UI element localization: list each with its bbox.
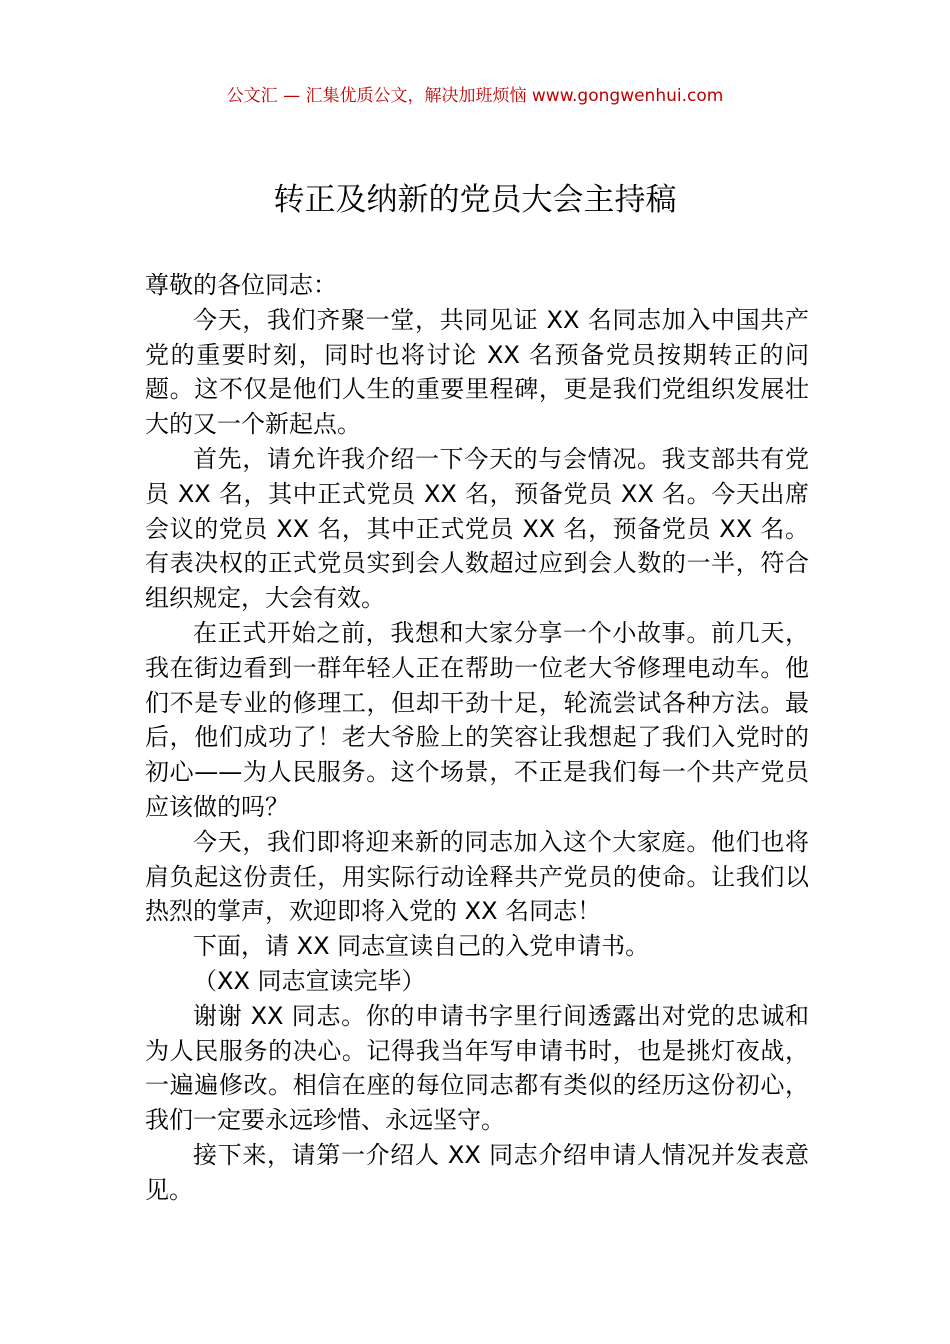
paragraph-6: （XX 同志宣读完毕） [193,966,426,995]
paragraph-2: 首先，请允许我介绍一下今天的与会情况。我支部共有党员 XX 名，其中正式党员 XX 名，预备党员 XX 名。今天出席会议的党员 XX 名，其中正式党员 XX 名，预备党员 XX 名。有表决权的正式党员实到会人数超过应到会人数的一半，符合组织规定，大会有效。 [145,444,809,613]
document-body [145,268,809,1208]
salutation: 尊敬的各位同志： [145,271,337,299]
paragraph-5: 下面，请 XX 同志宣读自己的入党申请书。 [193,932,650,961]
document-title: 转正及纳新的党员大会主持稿 [273,182,677,218]
paragraph-4: 今天，我们即将迎来新的同志加入这个大家庭。他们也将肩负起这份责任，用实际行动诠释共产党员的使命。让我们以热烈的掌声，欢迎即将入党的 XX 名同志！ [145,827,809,926]
header-banner: 公文汇 — 汇集优质公文，解决加班烦恼 www.gongwenhui.com [226,86,724,106]
paragraph-8: 接下来，请第一介绍人 XX 同志介绍申请人情况并发表意见。 [145,1140,809,1204]
paragraph-3: 在正式开始之前，我想和大家分享一个小故事。前几天，我在街边看到一群年轻人正在帮助一位老大爷修理电动车。他们不是专业的修理工，但却干劲十足，轮流尝试各种方法。最后，他们成功了！老大爷脸上的笑容让我想起了我们入党时的初心——为人民服务。这个场景，不正是我们每一个共产党员应该做的吗？ [145,618,809,821]
paragraph-1: 今天，我们齐聚一堂，共同见证 XX 名同志加入中国共产党的重要时刻，同时也将讨论 XX 名预备党员按期转正的问题。这不仅是他们人生的重要里程碑，更是我们党组织发展壮大的又一个新起点。 [145,305,809,439]
paragraph-7: 谢谢 XX 同志。你的申请书字里行间透露出对党的忠诚和为人民服务的决心。记得我当年写申请书时，也是挑灯夜战，一遍遍修改。相信在座的每位同志都有类似的经历这份初心，我们一定要永远珍惜、永远坚守。 [145,1001,809,1135]
